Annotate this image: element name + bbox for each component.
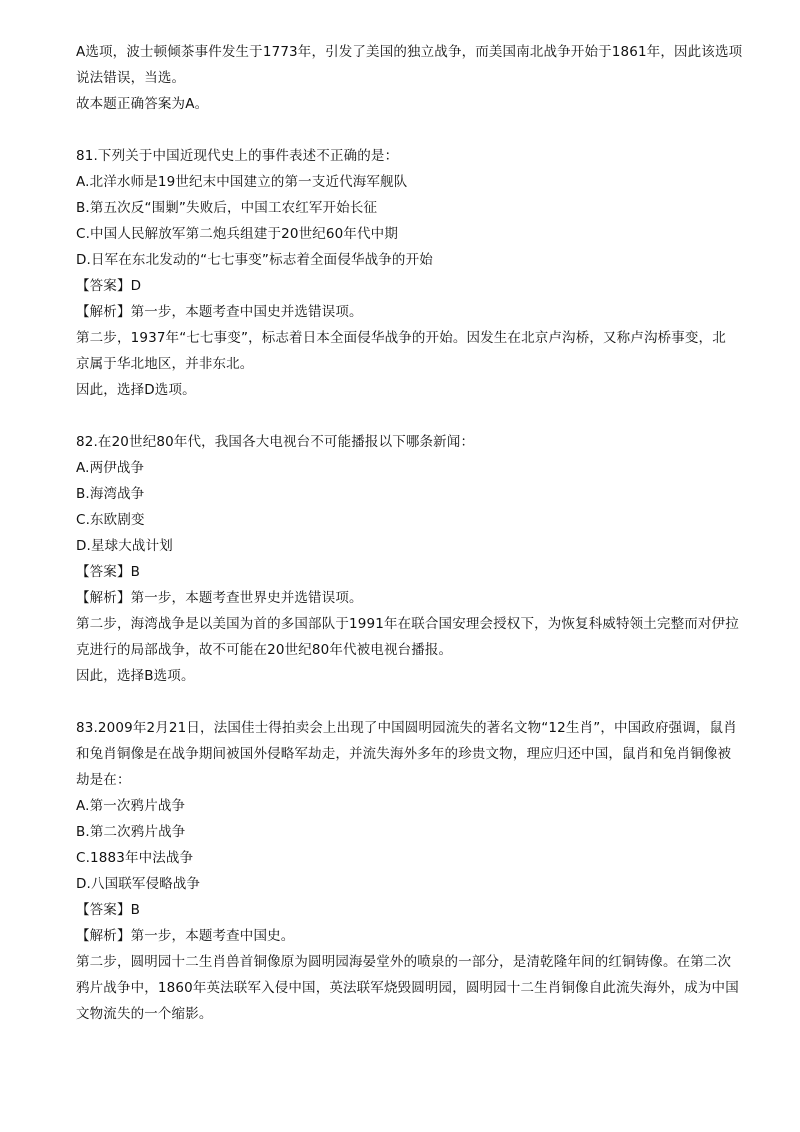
q81-analysis-line: 京属于华北地区，并非东北。 [76, 356, 254, 372]
q83-option-b: B.第二次鸦片战争 [76, 824, 186, 840]
q81-analysis-line: 第二步，1937年“七七事变”，标志着日本全面侵华战争的开始。因发生在北京卢沟桥，又称卢沟桥事变，北 [76, 330, 726, 346]
q82-analysis-line: 【解析】第一步，本题考查世界史并选错误项。 [76, 590, 363, 606]
q81-option-b: B.第五次反“围剿”失败后，中国工农红军开始长征 [76, 200, 378, 216]
q82-analysis-line: 因此，选择B选项。 [76, 668, 195, 684]
q81-answer: 【答案】D [76, 278, 142, 294]
q83-answer: 【答案】B [76, 902, 141, 918]
q82-question: 82.在20世纪80年代，我国各大电视台不可能播报以下哪条新闻： [76, 434, 475, 450]
q82-option-d: D.星球大战计划 [76, 538, 173, 554]
q82-analysis-line: 第二步，海湾战争是以美国为首的多国部队于1991年在联合国安理会授权下，为恢复科威特领土完整而对伊拉 [76, 616, 739, 632]
q82-option-c: C.东欧剧变 [76, 512, 145, 528]
q83-analysis-line: 【解析】第一步，本题考查中国史。 [76, 928, 295, 944]
q81-analysis-line: 【解析】第一步，本题考查中国史并选错误项。 [76, 304, 363, 320]
q83-option-d: D.八国联军侵略战争 [76, 876, 201, 892]
q81-option-c: C.中国人民解放军第二炮兵组建于20世纪60年代中期 [76, 226, 398, 242]
q83-option-a: A.第一次鸦片战争 [76, 798, 186, 814]
intro-conclusion: 故本题正确答案为A。 [76, 96, 209, 112]
document-page [76, 39, 743, 1027]
q82-answer: 【答案】B [76, 564, 141, 580]
q82-analysis-line: 克进行的局部战争，故不可能在20世纪80年代被电视台播报。 [76, 642, 453, 658]
intro-line-2: 说法错误，当选。 [76, 70, 186, 86]
q83-question-line: 劫是在： [76, 772, 131, 788]
q83-analysis-line: 文物流失的一个缩影。 [76, 1006, 213, 1022]
q81-question: 81.下列关于中国近现代史上的事件表述不正确的是： [76, 148, 399, 164]
q81-option-d: D.日军在东北发动的“七七事变”标志着全面侵华战争的开始 [76, 252, 433, 268]
q82-option-a: A.两伊战争 [76, 460, 145, 476]
intro-line-1: A选项，波士顿倾茶事件发生于1773年，引发了美国的独立战争，而美国南北战争开始于1861年，因此该选项 [76, 44, 743, 60]
q83-analysis-line: 第二步，圆明园十二生肖兽首铜像原为圆明园海晏堂外的喷泉的一部分，是清乾隆年间的红铜铸像。在第二次 [76, 954, 732, 970]
q83-analysis-line: 鸦片战争中，1860年英法联军入侵中国，英法联军烧毁圆明园，圆明园十二生肖铜像自此流失海外，成为中国 [76, 980, 739, 996]
q83-option-c: C.1883年中法战争 [76, 850, 194, 866]
q81-analysis-line: 因此，选择D选项。 [76, 382, 196, 398]
q83-question-line: 83.2009年2月21日，法国佳士得拍卖会上出现了中国圆明园流失的著名文物“12生肖”，中国政府强调，鼠肖 [76, 720, 737, 736]
q83-question-line: 和兔肖铜像是在战争期间被国外侵略军劫走，并流失海外多年的珍贵文物，理应归还中国，鼠肖和兔肖铜像被 [76, 746, 732, 762]
q82-option-b: B.海湾战争 [76, 486, 145, 502]
q81-option-a: A.北洋水师是19世纪末中国建立的第一支近代海军舰队 [76, 174, 408, 190]
